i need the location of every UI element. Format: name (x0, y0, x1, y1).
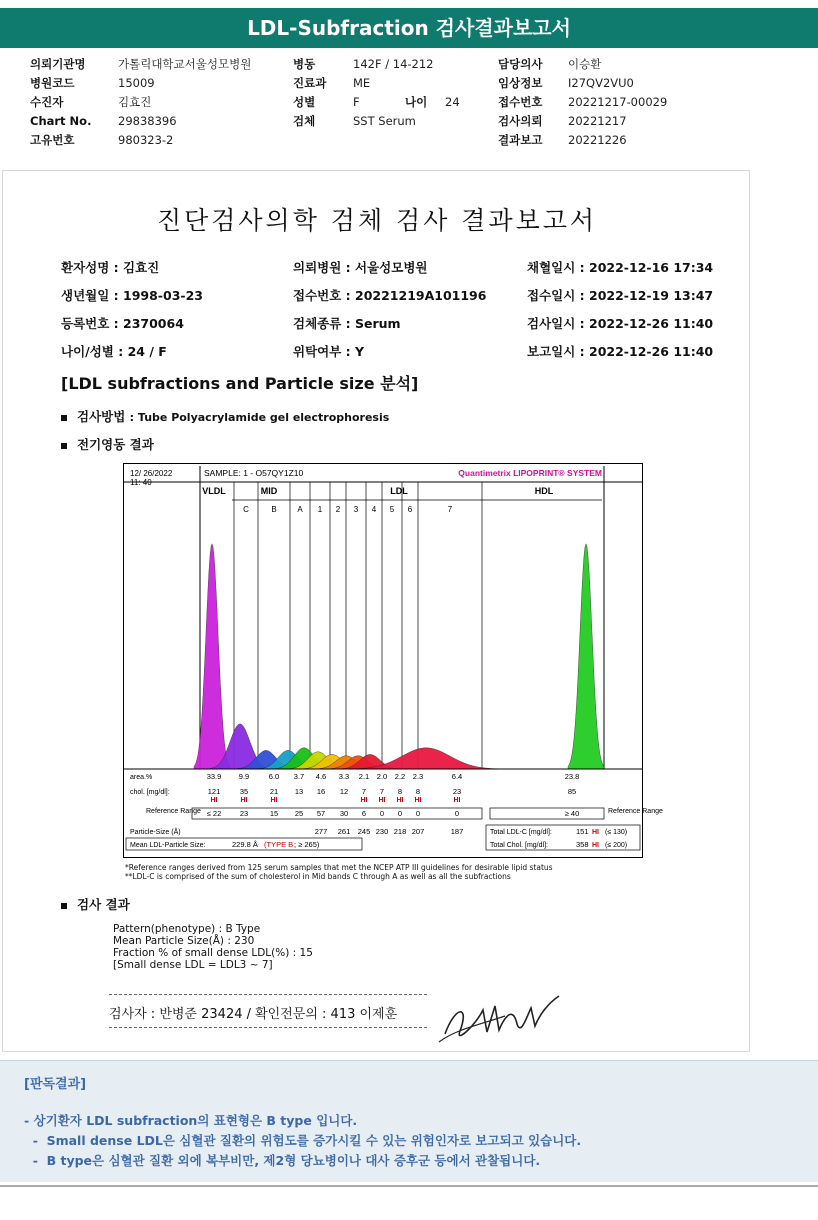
chart-date: 12/ 26/2022 (130, 469, 173, 478)
report-outsourced: 위탁여부 : Y (293, 344, 365, 359)
area-value-hdl: 23.8 (564, 772, 580, 781)
label-requested: 검사의뢰 (498, 114, 543, 128)
label-ward: 병동 (293, 57, 316, 71)
total-ldl-hi: HI (592, 829, 599, 836)
value-department: ME (353, 76, 371, 90)
signature-divider-top (109, 994, 427, 995)
value-institution: 가톨릭대학교서울성모병원 (118, 57, 252, 71)
electro-bullet: 전기영동 결과 (61, 435, 154, 453)
size-value-4: 230 (375, 827, 389, 836)
label-hospital-code: 병원코드 (30, 76, 75, 90)
label-unique-no: 고유번호 (30, 133, 75, 147)
hi-flag-3: HI (360, 797, 368, 804)
band-label-3: 3 (353, 505, 359, 514)
band-label-2: 2 (335, 505, 341, 514)
chol-value-a: 13 (294, 787, 304, 796)
label-department: 진료과 (293, 76, 327, 90)
section-heading: [LDL subfractions and Particle size 분석] (61, 374, 419, 393)
band-label-1: 1 (317, 505, 323, 514)
chol-value-hdl: 85 (567, 787, 577, 796)
value-clinical-info: I27QV2VU0 (568, 76, 634, 90)
bullet-icon (61, 415, 67, 421)
chol-value-4: 7 (379, 787, 385, 796)
report-received: 접수일시 : 2022-12-19 13:47 (527, 288, 714, 303)
report-collected: 채혈일시 : 2022-12-16 17:34 (527, 260, 714, 275)
chart-time: 11: 40 (130, 478, 152, 487)
band-label-b: B (271, 505, 277, 514)
mean-size-ref: ; ≥ 265) (294, 840, 320, 849)
chart-brand: Quantimetrix LIPOPRINT® SYSTEM (458, 468, 602, 478)
chol-value-b: 21 (269, 787, 279, 796)
peak-vldl (194, 544, 230, 769)
signature-divider-bottom (109, 1027, 427, 1028)
ref-value-3: 6 (361, 809, 367, 818)
band-label-7: 7 (447, 505, 453, 514)
chol-value-6: 8 (415, 787, 421, 796)
area-value-6: 2.3 (412, 772, 424, 781)
opinion-line-3: - B type은 심혈관 질환 외에 복부비만, 제2형 당뇨병이나 대사 증후군 등에서 관찰됩니다. (24, 1153, 541, 1168)
band-label-5: 5 (389, 505, 395, 514)
total-chol-value: 358 (576, 840, 589, 849)
result-mean-size: Mean Particle Size(Å) : 230 (113, 935, 255, 947)
area-value-1: 4.6 (315, 772, 327, 781)
footnote-2: **LDL-C is comprised of the sum of cholesterol in Mid bands C through A as well as all the subfractions (125, 872, 511, 881)
hi-flag-7: HI (453, 797, 461, 804)
ref-value-hdl: ≥ 40 (564, 809, 580, 818)
ref-value-6: 0 (415, 809, 421, 818)
value-specimen: SST Serum (353, 114, 416, 128)
value-unique-no: 980323-2 (118, 133, 174, 147)
patient-dob: 생년월일 : 1998-03-23 (61, 288, 203, 303)
hi-flag-4: HI (378, 797, 386, 804)
band-label-6: 6 (407, 505, 413, 514)
size-value-2: 261 (337, 827, 351, 836)
row-label-ref: Reference Range (146, 808, 201, 815)
size-value-3: 245 (357, 827, 371, 836)
label-sex: 성별 (293, 95, 316, 109)
report-hospital: 의뢰병원 : 서울성모병원 (293, 260, 428, 275)
group-label-vldl: VLDL (202, 486, 226, 496)
mean-size-type: (TYPE B (264, 840, 294, 849)
ref-value-b: 15 (269, 809, 279, 818)
total-ldl-label: Total LDL-C [mg/dl]: (490, 829, 552, 836)
size-value-5: 218 (393, 827, 407, 836)
group-label-hdl: HDL (534, 486, 554, 496)
report-specimen: 검체종류 : Serum (293, 316, 401, 331)
bullet-icon (61, 903, 67, 909)
total-chol-ref: (≤ 200) (605, 842, 628, 849)
value-chart-no: 29838396 (118, 114, 177, 128)
results-block (113, 923, 313, 971)
size-value-6: 207 (411, 827, 425, 836)
hi-flag-6: HI (414, 797, 422, 804)
label-patient: 수진자 (30, 95, 64, 109)
ref-value-2: 30 (339, 809, 349, 818)
result-pattern: Pattern(phenotype) : B Type (113, 923, 261, 935)
group-label-mid: MID (260, 486, 278, 496)
hi-flag-vldl: HI (210, 797, 218, 804)
hi-flag-b: HI (270, 797, 278, 804)
chol-value-7: 23 (452, 787, 462, 796)
area-value-5: 2.2 (394, 772, 406, 781)
ref-value-a: 25 (294, 809, 304, 818)
ref-box-right (490, 808, 604, 819)
total-ldl-ref: (≤ 130) (605, 829, 628, 836)
label-age: 나이 (405, 95, 428, 109)
group-label-ldl: LDL (390, 486, 408, 496)
bullet-icon (61, 443, 67, 449)
value-patient: 김효진 (118, 95, 152, 109)
row-label-ref-right: Reference Range (608, 808, 663, 815)
label-receipt-no: 접수번호 (498, 95, 543, 109)
chol-value-3: 7 (361, 787, 367, 796)
area-value-a: 3.7 (293, 772, 305, 781)
header-col3 (498, 55, 667, 150)
area-value-b: 6.0 (268, 772, 280, 781)
bottom-divider (0, 1185, 818, 1187)
row-label-chol: chol. [mg/dl]: (130, 789, 170, 796)
label-institution: 의뢰기관명 (30, 57, 86, 71)
chart-sample: SAMPLE: 1 - O57QY1Z10 (204, 468, 304, 478)
hi-flag-5: HI (396, 797, 404, 804)
value-receipt-no: 20221217-00029 (568, 95, 668, 109)
label-specimen: 검체 (293, 114, 316, 128)
label-chart-no: Chart No. (30, 114, 92, 128)
total-chol-hi: HI (592, 842, 599, 849)
opinion-title: [판독결과] (24, 1077, 87, 1092)
band-label-4: 4 (371, 505, 377, 514)
patient-reg: 등록번호 : 2370064 (61, 316, 184, 331)
area-value-c: 9.9 (238, 772, 250, 781)
value-ward: 142F / 14-212 (353, 57, 434, 71)
ref-value-vldl: ≤ 22 (206, 809, 222, 818)
value-hospital-code: 15009 (118, 76, 155, 90)
mean-size-label: Mean LDL-Particle Size: (130, 842, 206, 849)
row-label-area: area.% (130, 774, 153, 781)
opinion-line-2: - Small dense LDL은 심혈관 질환의 위험도를 증가시킬 수 있는 위험인자로 보고되고 있습니다. (24, 1133, 582, 1148)
result-bullet: 검사 결과 (61, 895, 130, 913)
ref-value-5: 0 (397, 809, 403, 818)
area-value-3: 2.1 (358, 772, 370, 781)
report-tested: 검사일시 : 2022-12-26 11:40 (527, 316, 714, 331)
value-doctor: 이승환 (568, 57, 602, 71)
label-clinical-info: 임상정보 (498, 76, 543, 90)
chart-svg (124, 464, 663, 857)
value-age: 24 (445, 95, 460, 109)
area-value-4: 2.0 (376, 772, 388, 781)
chol-value-vldl: 121 (207, 787, 221, 796)
area-value-7: 6.4 (451, 772, 463, 781)
area-value-vldl: 33.9 (206, 772, 222, 781)
handwritten-signature (435, 986, 565, 1051)
area-value-2: 3.3 (338, 772, 350, 781)
hi-flag-c: HI (240, 797, 248, 804)
patient-name: 환자성명 : 김효진 (61, 260, 160, 275)
report-title: 진단검사의학 검체 검사 결과보고서 (156, 206, 598, 235)
chol-value-2: 12 (339, 787, 349, 796)
total-ldl-value: 151 (576, 827, 589, 836)
report-reported: 보고일시 : 2022-12-26 11:40 (527, 344, 714, 359)
peak-hdl (568, 544, 604, 769)
size-value-7: 187 (450, 827, 464, 836)
value-requested: 20221217 (568, 114, 627, 128)
chol-value-c: 35 (239, 787, 249, 796)
page-title: LDL-Subfraction 검사결과보고서 (0, 8, 818, 48)
opinion-line-1: - 상기환자 LDL subfraction의 표현형은 B type 입니다. (24, 1113, 358, 1128)
header-col2 (293, 55, 460, 131)
value-sex: F (353, 95, 360, 109)
ref-value-4: 0 (379, 809, 385, 818)
ref-value-1: 57 (316, 809, 326, 818)
band-label-a: A (297, 505, 303, 514)
value-reported: 20221226 (568, 133, 627, 147)
size-value-1: 277 (314, 827, 328, 836)
ref-value-c: 23 (239, 809, 249, 818)
row-label-size: Particle-Size (Å) (130, 829, 181, 836)
report-recno: 접수번호 : 20221219A101196 (293, 288, 487, 303)
electrophoresis-chart (123, 463, 663, 858)
report-document (2, 170, 750, 1052)
opinion-panel (0, 1060, 818, 1182)
total-chol-label: Total Chol. [mg/dl]: (490, 842, 548, 849)
footnote-1: *Reference ranges derived from 125 serum samples that met the NCEP ATP III guidelines for desirable lipid status (125, 863, 553, 872)
ref-value-7: 0 (454, 809, 460, 818)
band-label-c: C (243, 505, 249, 514)
result-small-dense: [Small dense LDL = LDL3 ~ 7] (113, 959, 273, 971)
chol-value-5: 8 (397, 787, 403, 796)
method-bullet: 검사방법 : Tube Polyacrylamide gel electrophoresis (61, 407, 389, 425)
signature-text: 검사자 : 반병준 23424 / 확인전문의 : 413 이제훈 (109, 1007, 398, 1022)
patient-agesex: 나이/성별 : 24 / F (61, 344, 167, 359)
header-col1 (30, 55, 251, 150)
label-doctor: 담당의사 (498, 57, 543, 71)
label-reported: 결과보고 (498, 133, 543, 147)
result-fraction: Fraction % of small dense LDL(%) : 15 (113, 947, 313, 959)
chol-value-1: 16 (316, 787, 326, 796)
ref-box-left (192, 808, 482, 819)
mean-size-value: 229.8 Å (232, 840, 258, 849)
